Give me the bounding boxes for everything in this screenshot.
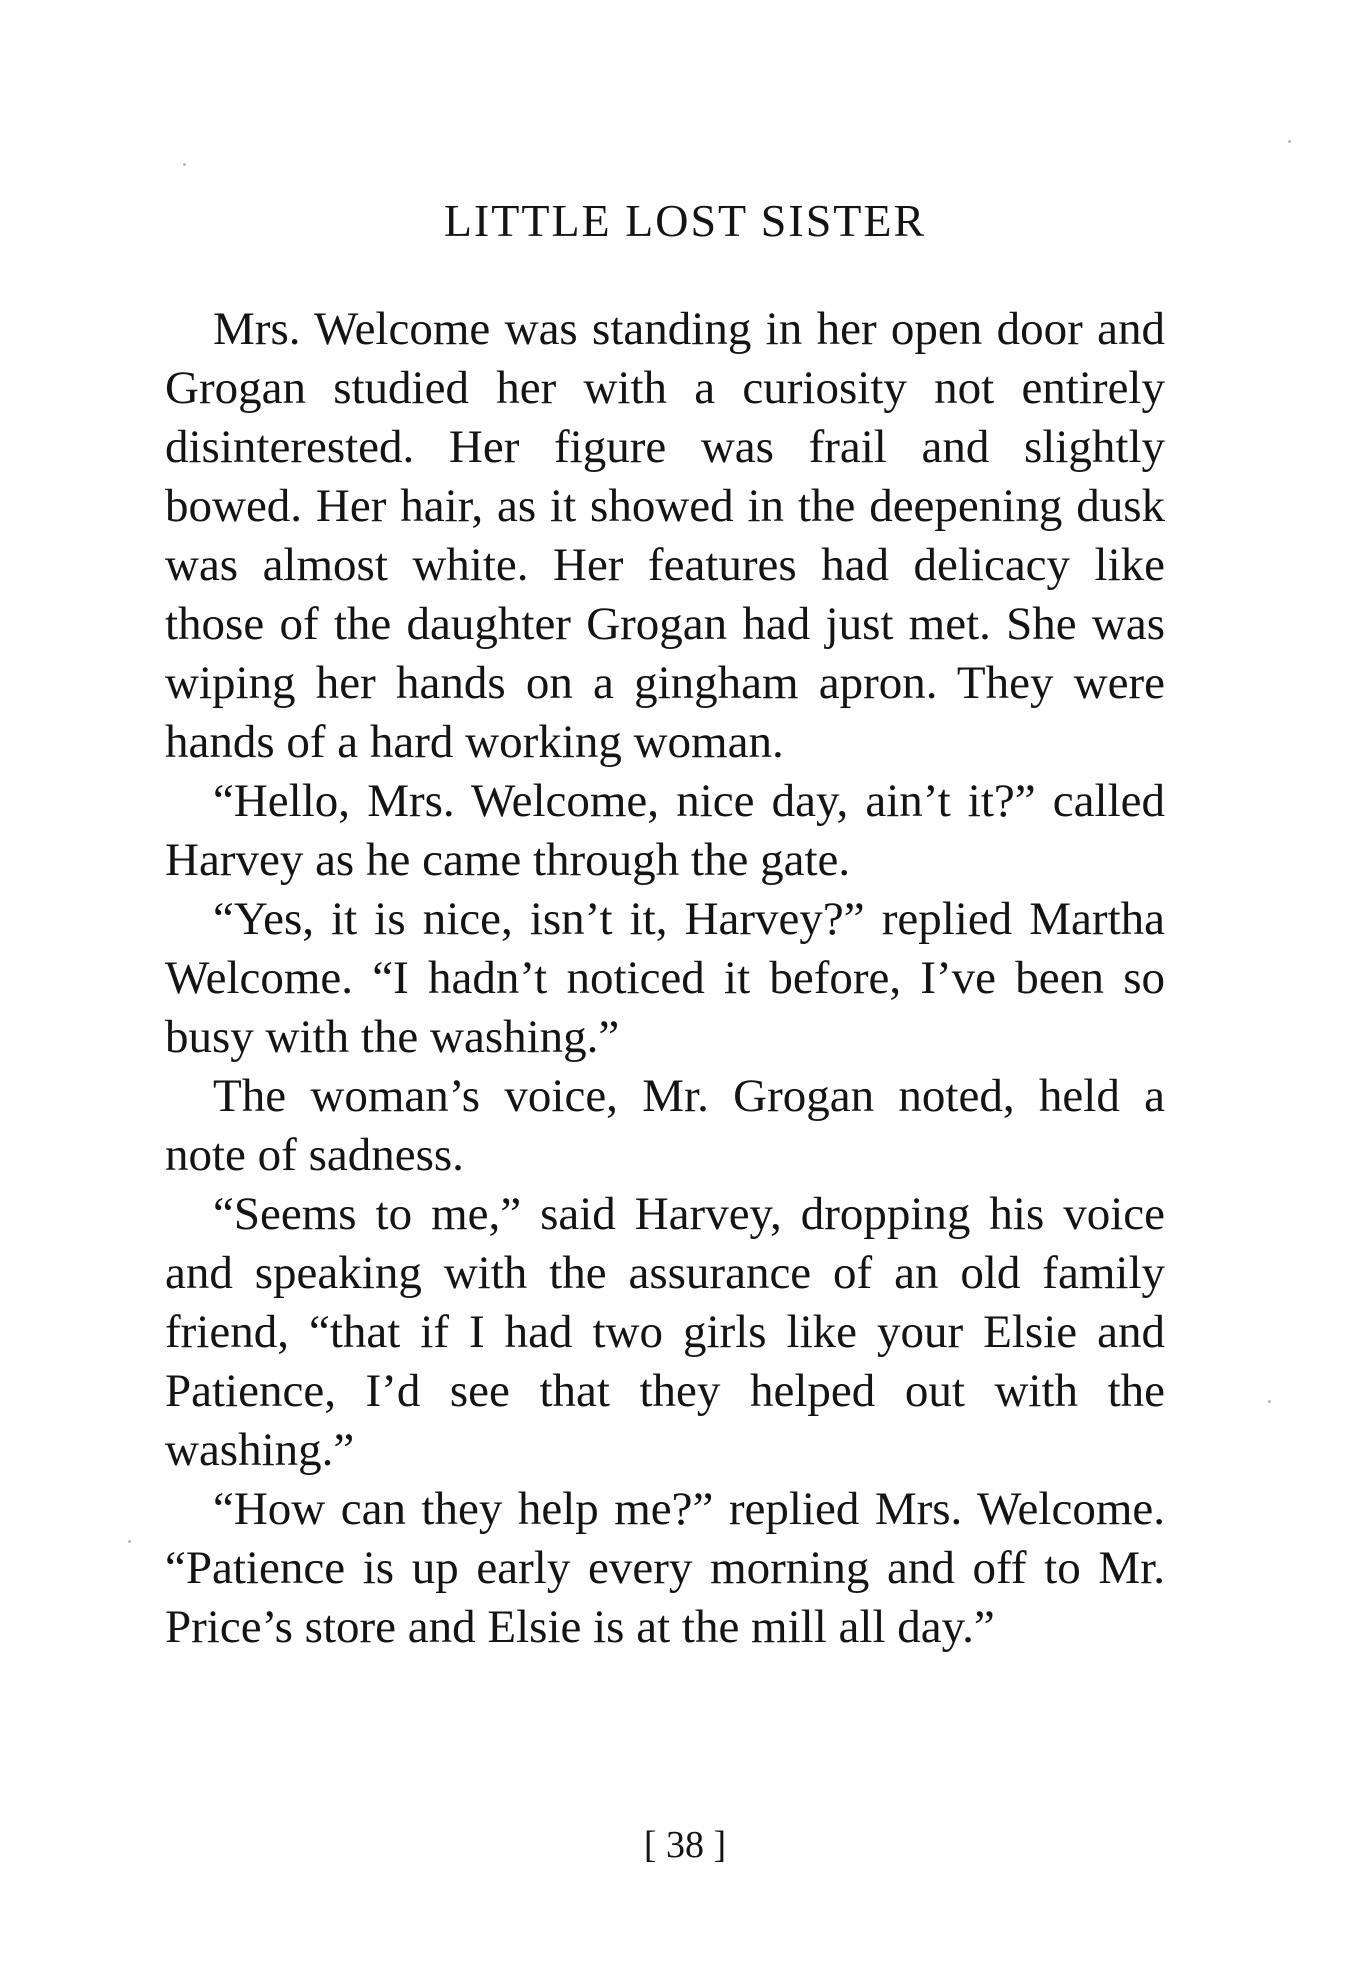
paragraph: Mrs. Welcome was standing in her open door and Grogan studied her with a curiosity not entirely disinterested. Her figure was frail and slightly bowed. Her hair, as it showed in the deepening dusk was almost white. Her features had delicacy like those of the daughter Grogan had just met. She was wiping her hands on a gingham apron. They were hands of a hard working woman. bbox=[165, 303, 1165, 768]
paragraph: “Seems to me,” said Harvey, dropping his voice and speaking with the assurance of an old family friend, “that if I had two girls like your Elsie and Patience, I’d see that they helped out with the washing.” bbox=[165, 1188, 1165, 1476]
paper-speck bbox=[1268, 1400, 1271, 1403]
paper-speck bbox=[128, 1540, 131, 1543]
paragraph: “How can they help me?” replied Mrs. Welcome. “Patience is up early every morning and off to Mr. Price’s store and Elsie is at the mill all day.” bbox=[165, 1483, 1165, 1653]
body-text bbox=[165, 300, 1165, 1657]
paper-speck bbox=[183, 163, 186, 166]
page-number: [ 38 ] bbox=[643, 1824, 727, 1866]
running-head: LITTLE LOST SISTER bbox=[443, 195, 927, 246]
paragraph: “Hello, Mrs. Welcome, nice day, ain’t it?” called Harvey as he came through the gate. bbox=[165, 775, 1165, 886]
paper-speck bbox=[1288, 140, 1291, 143]
paragraph: The woman’s voice, Mr. Grogan noted, held a note of sadness. bbox=[165, 1070, 1165, 1181]
paragraph: “Yes, it is nice, isn’t it, Harvey?” replied Martha Welcome. “I hadn’t noticed it before, I’ve been so busy with the washing.” bbox=[165, 893, 1165, 1063]
